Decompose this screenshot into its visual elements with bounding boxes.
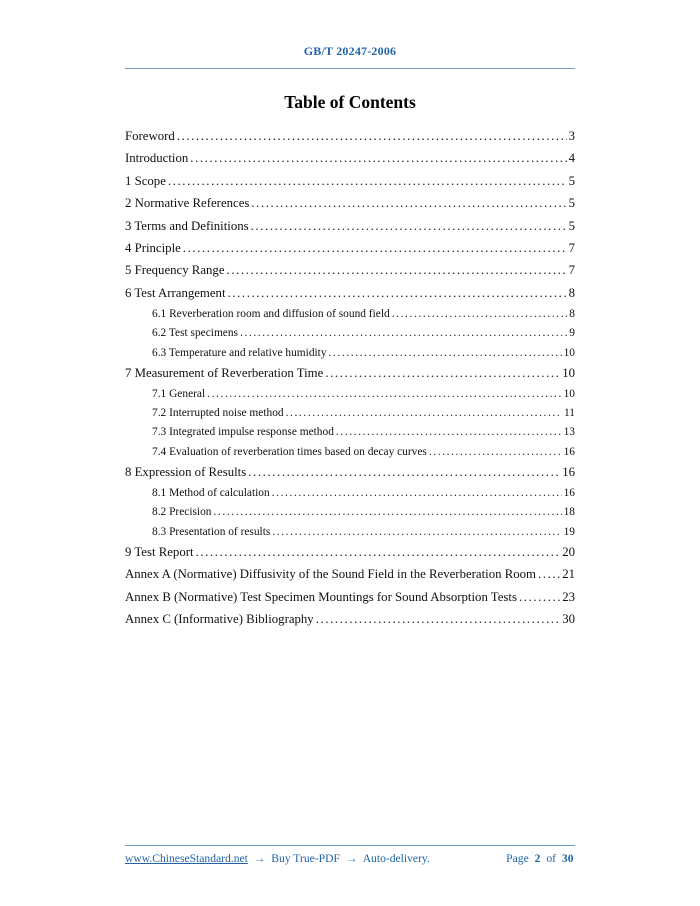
dot-leader (316, 612, 560, 627)
toc-entry-label: Annex C (Informative) Bibliography (125, 611, 314, 626)
toc-entry (152, 347, 575, 359)
toc-entry-page: 4 (568, 151, 575, 166)
dot-leader (248, 465, 560, 480)
dot-leader (272, 526, 561, 538)
dot-leader (429, 446, 562, 458)
toc-entry (125, 263, 575, 278)
toc-entry-label: 2 Normative References (125, 196, 250, 211)
toc-entry-page: 9 (569, 327, 575, 340)
dot-leader (251, 196, 566, 211)
toc-entry (125, 612, 575, 627)
toc-entry-page: 30 (562, 611, 575, 626)
dot-leader (190, 151, 566, 166)
toc-entry-label: 6.2 Test specimens (152, 327, 238, 340)
toc-entry-label: 5 Frequency Range (125, 263, 225, 278)
dot-leader (177, 129, 567, 144)
footer-divider (125, 845, 575, 846)
toc-entry-label: 8.3 Presentation of results (152, 525, 271, 538)
toc-entry-label: Introduction (125, 151, 189, 166)
footer-website-link[interactable]: www.ChineseStandard.net (125, 852, 248, 865)
toc-entry-page: 10 (563, 346, 575, 359)
toc-entry (152, 327, 575, 339)
toc-entry (125, 241, 575, 256)
toc-entry-page: 8 (569, 308, 575, 321)
toc-entry (152, 388, 575, 400)
toc-entry (152, 487, 575, 499)
toc-entry-label: 3 Terms and Definitions (125, 218, 249, 233)
toc-entry (125, 174, 575, 189)
toc-entry-label: 6.1 Reverberation room and diffusion of sound field (152, 308, 390, 321)
toc-entry-label: 7.2 Interrupted noise method (152, 407, 284, 420)
toc-entry-page: 10 (563, 388, 575, 401)
dot-leader (286, 407, 562, 419)
header-standard-code: GB/T 20247-2006 (303, 44, 397, 58)
toc-entry-label: 4 Principle (125, 240, 181, 255)
dot-leader (272, 487, 562, 499)
toc-entry-page: 13 (563, 426, 575, 439)
toc-entry (125, 567, 575, 582)
toc-entry (125, 219, 575, 234)
header-divider (125, 68, 575, 69)
toc-entry-page: 16 (563, 445, 575, 458)
toc-entry-page: 5 (568, 173, 575, 188)
toc-entry-page: 5 (568, 218, 575, 233)
toc-entry-page: 11 (564, 407, 575, 420)
toc-list (125, 129, 575, 634)
dot-leader (168, 174, 567, 189)
toc-entry-label: 7.1 General (152, 388, 206, 401)
toc-entry-page: 8 (568, 285, 575, 300)
footer-page-total: 30 (561, 852, 574, 865)
dot-leader (251, 219, 567, 234)
toc-entry (152, 407, 575, 419)
toc-entry-label: 6.3 Temperature and relative humidity (152, 346, 327, 359)
toc-entry-label: Annex A (Normative) Diffusivity of the Sound Field in the Reverberation Room (125, 567, 536, 582)
toc-entry (152, 526, 575, 538)
toc-entry-page: 7 (568, 263, 575, 278)
dot-leader (336, 426, 562, 438)
toc-entry-label: 7.3 Integrated impulse response method (152, 426, 334, 439)
toc-entry-label: 7 Measurement of Reverberation Time (125, 365, 324, 380)
toc-entry (125, 196, 575, 211)
footer-left (125, 852, 430, 865)
toc-entry (125, 129, 575, 144)
toc-entry-label: 8.1 Method of calculation (152, 487, 270, 500)
page-title: Table of Contents (284, 92, 416, 112)
toc-entry-page: 21 (562, 567, 575, 582)
toc-entry-page: 23 (562, 589, 575, 604)
dot-leader (196, 545, 561, 560)
dot-leader (228, 286, 567, 301)
footer-of-word: of (546, 852, 556, 865)
toc-entry-page: 10 (562, 365, 575, 380)
toc-entry (125, 545, 575, 560)
dot-leader (213, 506, 561, 518)
toc-entry-page: 16 (562, 464, 575, 479)
footer-page-current: 2 (534, 852, 541, 865)
toc-entry-page: 20 (562, 544, 575, 559)
dot-leader (538, 567, 560, 582)
dot-leader (240, 327, 567, 339)
toc-entry-label: Annex B (Normative) Test Specimen Mountings for Sound Absorption Tests (125, 589, 517, 604)
toc-entry-label: Foreword (125, 129, 175, 143)
footer-buy-text: Buy True-PDF (271, 852, 340, 865)
toc-entry (125, 151, 575, 166)
toc-entry-label: 9 Test Report (125, 544, 194, 559)
toc-entry (152, 426, 575, 438)
toc-entry-label: 8.2 Precision (152, 506, 212, 519)
toc-entry (125, 366, 575, 381)
dot-leader (392, 308, 568, 320)
toc-entry-label: 7.4 Evaluation of reverberation times based on decay curves (152, 445, 427, 458)
toc-entry (125, 465, 575, 480)
toc-entry (152, 446, 575, 458)
dot-leader (325, 366, 560, 381)
arrow-icon: → (253, 852, 266, 865)
arrow-icon: → (345, 852, 358, 865)
toc-entry-page: 16 (563, 487, 575, 500)
toc-entry-page: 3 (568, 129, 575, 143)
footer-page-indicator (505, 852, 575, 865)
dot-leader (207, 388, 561, 400)
toc-entry-page: 7 (568, 240, 575, 255)
footer (125, 852, 575, 865)
toc-entry-page: 19 (563, 525, 575, 538)
toc-entry-label: 8 Expression of Results (125, 464, 247, 479)
toc-entry (152, 506, 575, 518)
dot-leader (183, 241, 567, 256)
toc-entry-page: 5 (568, 196, 575, 211)
toc-entry (152, 308, 575, 320)
toc-entry-label: 1 Scope (125, 173, 166, 188)
toc-entry-label: 6 Test Arrangement (125, 285, 226, 300)
footer-delivery-text: Auto-delivery. (362, 852, 430, 865)
toc-entry (125, 590, 575, 605)
footer-page-word: Page (506, 852, 529, 865)
dot-leader (329, 347, 562, 359)
toc-entry (125, 286, 575, 301)
toc-entry-page: 18 (563, 506, 575, 519)
dot-leader (227, 263, 567, 278)
dot-leader (519, 590, 560, 605)
